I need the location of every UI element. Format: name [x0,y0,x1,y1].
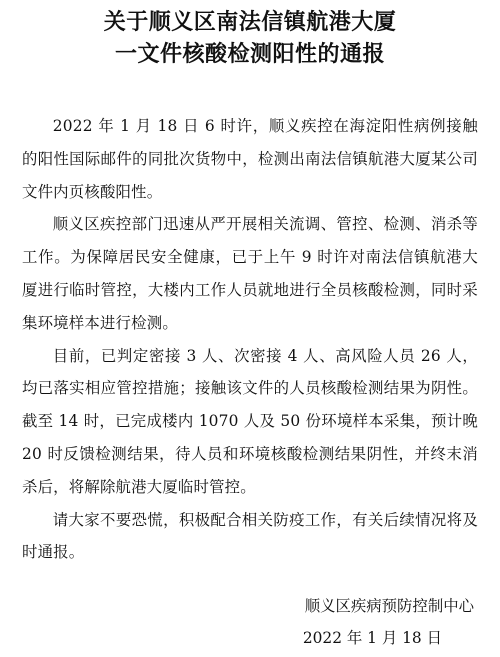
paragraph-appeal: 请大家不要恐慌，积极配合相关防疫工作，有关后续情况将及时通报。 [22,510,478,562]
paragraph-status: 目前，已判定密接 3 人、次密接 4 人、高风险人员 26 人，均已落实相应管控措施；接触该文件的人员核酸检测结果为阴性。截至 14 时，已完成楼内 1070 人及 50 份环境样本采集，预计晚 20 时反馈检测结果，待人员和环境核酸检测结果阴性，并终末消杀后，将解除航港大厦临时管控。 [22,346,478,496]
paragraph-incident: 2022 年 1 月 18 日 6 时许，顺义疾控在海淀阳性病例接触的阳性国际邮件的同批次货物中，检测出南法信镇航港大厦某公司文件内页核酸阳性。 [22,117,478,201]
signature-date: 2022 年 1 月 18 日 [302,629,442,647]
title-line-1: 关于顺义区南法信镇航港大厦 [103,9,397,35]
document-body [22,110,478,569]
signature-organization: 顺义区疾病预防控制中心 [304,597,474,615]
document-title [22,6,478,70]
paragraph-response: 顺义区疾控部门迅速从严开展相关流调、管控、检测、消杀等工作。为保障居民安全健康，已于上午 9 时许对南法信镇航港大厦进行临时管控，大楼内工作人员就地进行全员核酸检测，同时采集环境样本进行检测。 [22,215,478,332]
title-line-2: 一文件核酸检测阳性的通报 [114,41,385,67]
